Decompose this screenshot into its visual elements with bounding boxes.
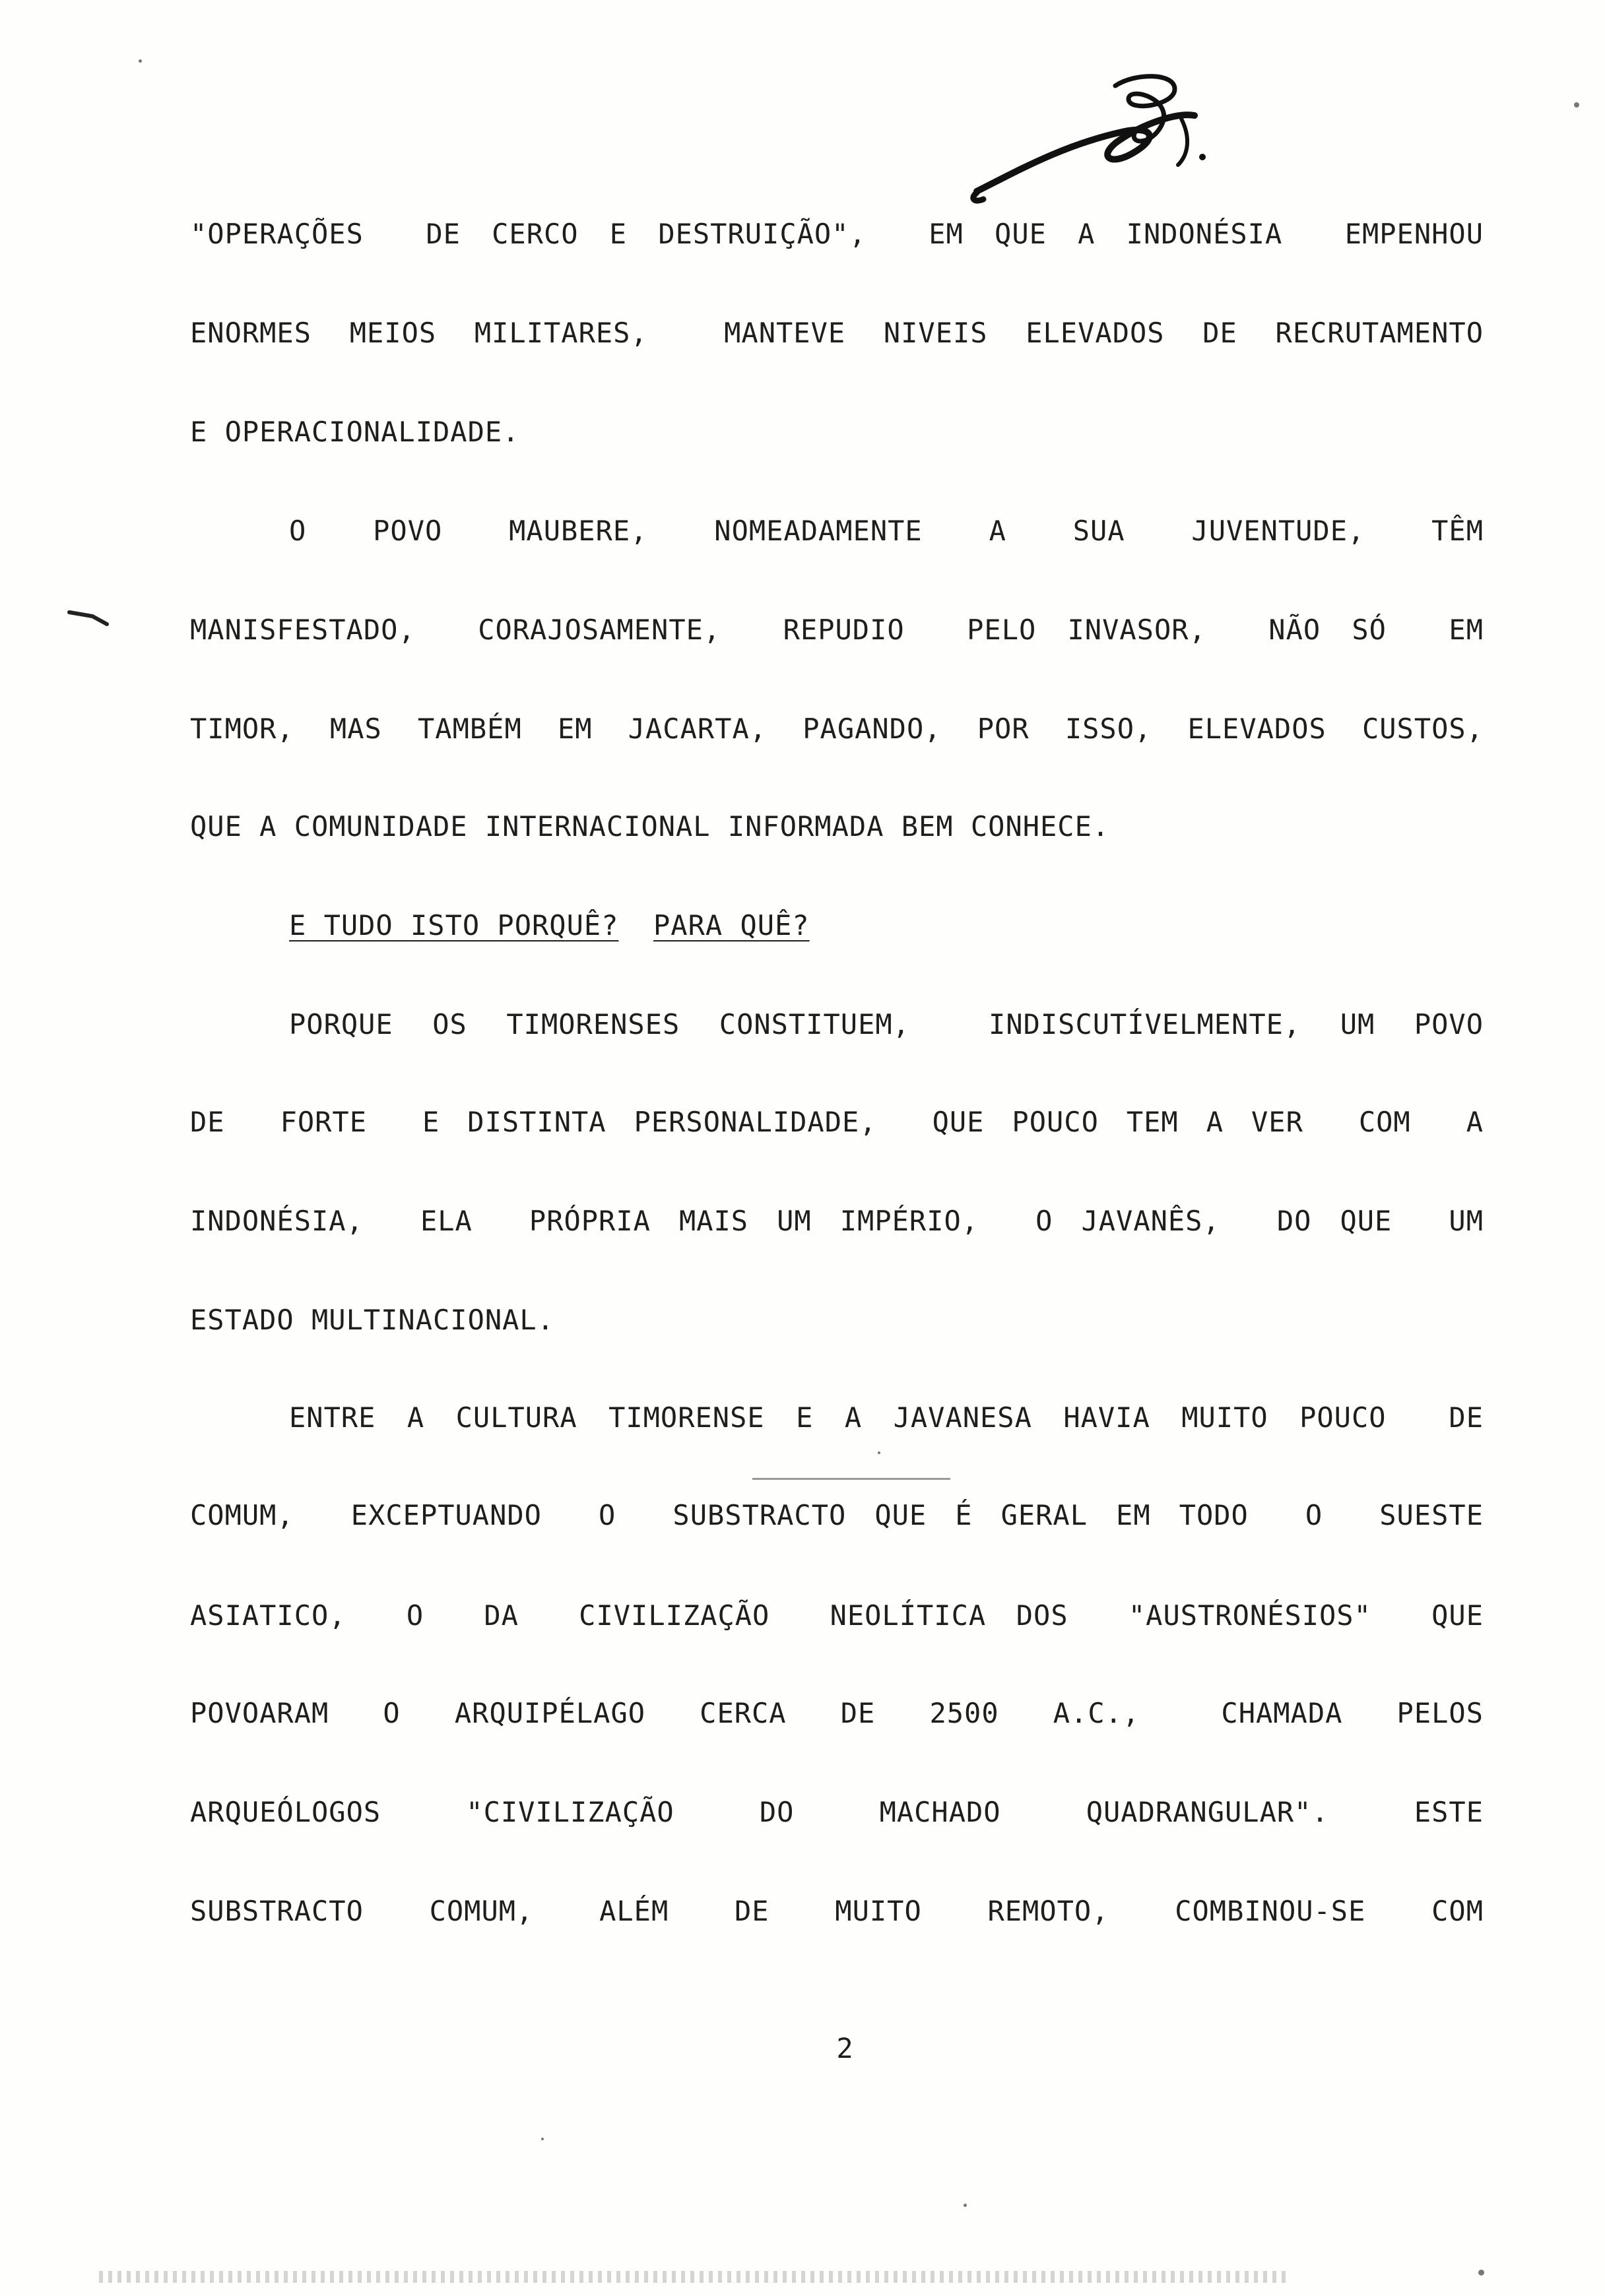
section-heading (289, 903, 1081, 949)
scan-line-artifact (752, 1478, 950, 1480)
text-line: QUE A COMUNIDADE INTERNACIONAL INFORMADA BEM CONHECE. (190, 810, 1110, 843)
text-line: SUBSTRACTO COMUM, ALÉM DE MUITO REMOTO, COMBINOU-SE COM (190, 1895, 1484, 1927)
scan-speck (1574, 102, 1579, 108)
scan-speck (1478, 2270, 1484, 2276)
text-line: ESTADO MULTINACIONAL. (190, 1304, 555, 1336)
scan-speck (878, 1451, 880, 1454)
scan-speck (139, 59, 142, 63)
text-line: O POVO MAUBERE, NOMEADAMENTE A SUA JUVENTUDE, TÊM (289, 515, 1484, 547)
text-line: INDONÉSIA, ELA PRÓPRIA MAIS UM IMPÉRIO, O JAVANÊS, DO QUE UM (190, 1205, 1484, 1237)
text-line: ENTRE A CULTURA TIMORENSE E A JAVANESA HAVIA MUITO POUCO DE (289, 1401, 1484, 1434)
scan-speck (541, 2138, 544, 2140)
text-line: ARQUEÓLOGOS "CIVILIZAÇÃO DO MACHADO QUADRANGULAR". ESTE (190, 1796, 1484, 1828)
text-line: E OPERACIONALIDADE. (190, 416, 520, 448)
text-line: PORQUE OS TIMORENSES CONSTITUEM, INDISCUTÍVELMENTE, UM POVO (289, 1008, 1484, 1040)
text-line: "OPERAÇÕES DE CERCO E DESTRUIÇÃO", EM QUE A INDONÉSIA EMPENHOU (190, 218, 1484, 250)
text-line: POVOARAM O ARQUIPÉLAGO CERCA DE 2500 A.C., CHAMADA PELOS (190, 1697, 1484, 1729)
text-line: MANISFESTADO, CORAJOSAMENTE, REPUDIO PELO INVASOR, NÃO SÓ EM (190, 614, 1484, 646)
heading-part: PARA QUÊ? (653, 909, 810, 941)
text-line: ENORMES MEIOS MILITARES, MANTEVE NIVEIS ELEVADOS DE RECRUTAMENTO (190, 317, 1484, 349)
text-line: DE FORTE E DISTINTA PERSONALIDADE, QUE POUCO TEM A VER COM A (190, 1106, 1484, 1138)
scan-artifact-strip (99, 2271, 1287, 2283)
scan-speck (964, 2204, 967, 2207)
heading-part: E TUDO ISTO PORQUÊ? (289, 909, 619, 941)
text-line: TIMOR, MAS TAMBÉM EM JACARTA, PAGANDO, POR ISSO, ELEVADOS CUSTOS, (190, 713, 1484, 745)
page-number: 2 (836, 2032, 853, 2064)
text-line: COMUM, EXCEPTUANDO O SUBSTRACTO QUE É GERAL EM TODO O SUESTE (190, 1499, 1484, 1531)
text-line: ASIATICO, O DA CIVILIZAÇÃO NEOLÍTICA DOS "AUSTRONÉSIOS" QUE (190, 1599, 1484, 1632)
